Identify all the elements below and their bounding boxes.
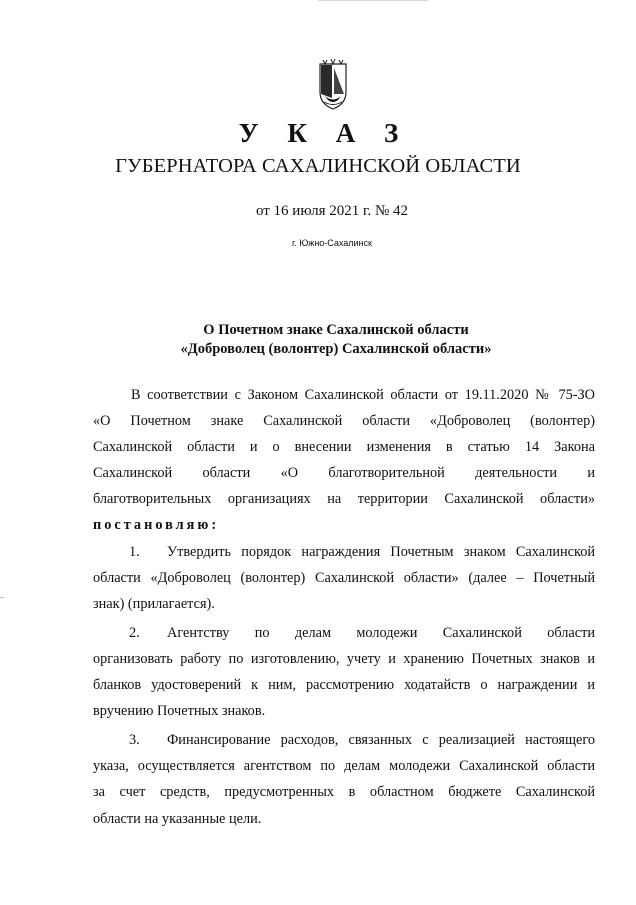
decree-city: г. Южно-Сахалинск [292,238,372,248]
item-number: 3. [129,732,140,749]
item-line: бланков удостоверений к ним, рассмотрению ходатайств о награждении и [93,677,595,694]
item-text: Финансирование расходов, связанных с реализацией настоящего [167,732,595,749]
preamble-line: Сахалинской области и о внесении изменения в статью 14 Закона [93,439,595,456]
item-line: области «Доброволец (волонтер) Сахалинской области» (далее – Почетный [93,569,595,586]
list-item [93,727,595,831]
list-item [93,620,595,724]
item-line: организовать работу по изготовлению, учету и хранению Почетных знаков и [93,650,595,667]
item-line: области на указанные цели. [93,810,262,827]
item-number: 1. [129,543,140,560]
item-line: за счет средств, предусмотренных в областном бюджете Сахалинской [93,784,595,801]
decree-resolution-word: постановляю: [93,517,220,534]
item-text: Агентству по делам молодежи Сахалинской области [167,624,595,641]
decree-date-number: от 16 июля 2021 г. № 42 [255,203,409,219]
preamble-line: «О Почетном знаке Сахалинской области «Доброволец (волонтер) [93,413,595,430]
item-first-line [93,727,595,753]
preamble-line: В соответствии с Законом Сахалинской области от 19.11.2020 № 75-ЗО [131,387,595,403]
heading-line-2: «Доброволец (волонтер) Сахалинской области» [180,341,492,357]
list-item [93,539,595,617]
decree-heading [0,321,636,359]
item-line: вручению Почетных знаков. [93,703,266,720]
scan-margin-mark [0,597,4,598]
preamble-paragraph [93,382,595,539]
item-first-line [93,539,595,565]
item-first-line [93,620,595,646]
item-text: Утвердить порядок награждения Почетным знаком Сахалинской [167,543,595,560]
scan-edge-line [318,0,428,1]
preamble-line: Сахалинской области «О благотворительной деятельности и [93,465,595,482]
decree-title: У К А З [238,118,410,148]
item-line: знак) (прилагается). [93,595,215,612]
item-line: указа, осуществляется агентством по делам молодежи Сахалинской области [93,758,595,775]
preamble-line: благотворительных организациях на территории Сахалинской области» [93,491,595,508]
decree-body [93,382,595,832]
heading-line-1: О Почетном знаке Сахалинской области [203,322,469,338]
sakhalin-coat-of-arms-icon [318,58,348,110]
decree-issuer: ГУБЕРНАТОРА САХАЛИНСКОЙ ОБЛАСТИ [115,155,521,177]
item-number: 2. [129,624,140,641]
